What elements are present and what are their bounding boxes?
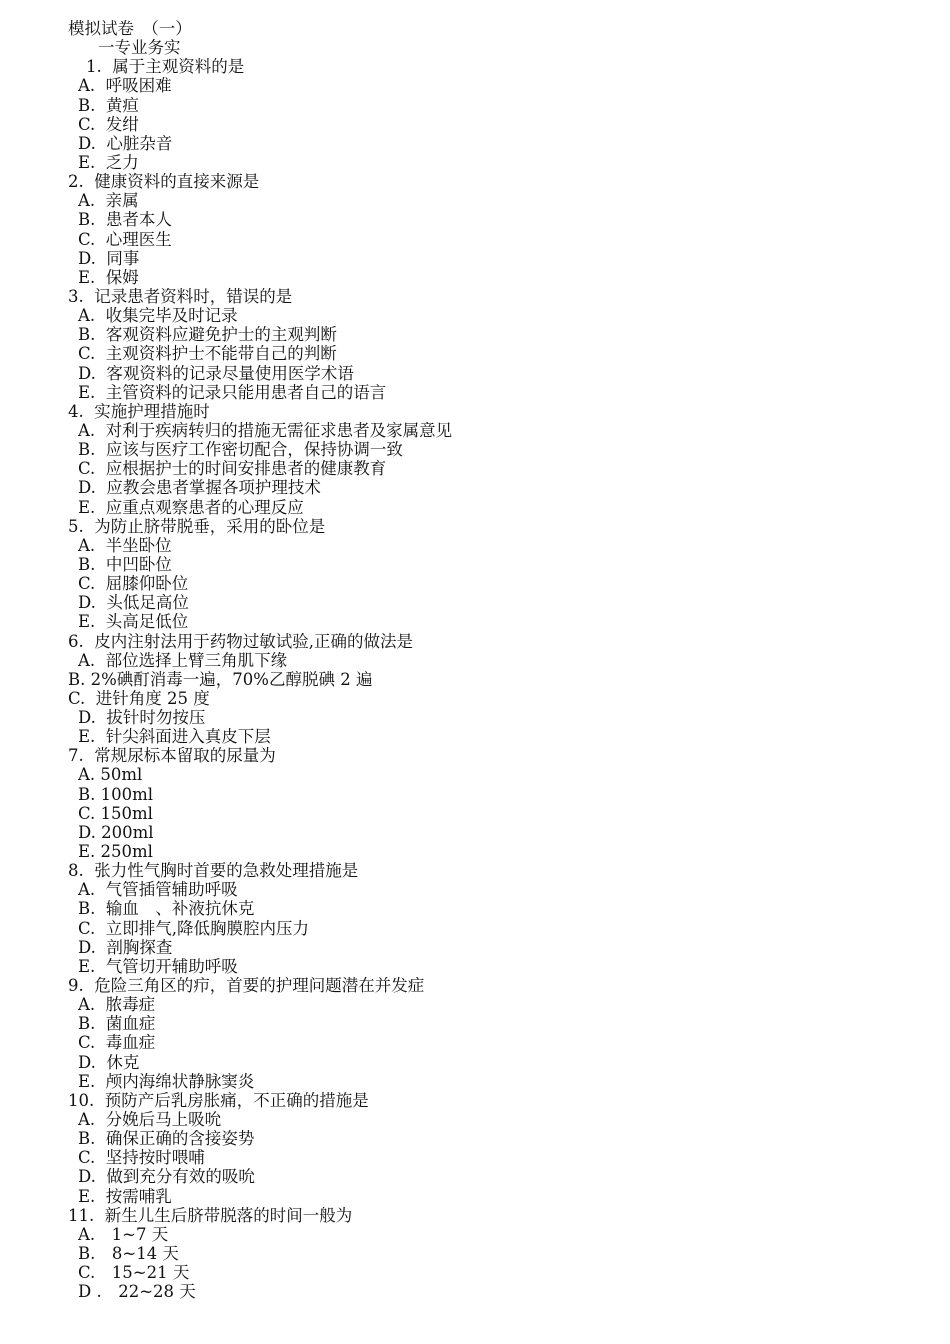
answer-option: D. 应教会患者掌握各项护理技术 [78, 478, 321, 498]
answer-option: A. 半坐卧位 [78, 535, 172, 555]
answer-option: E. 针尖斜面进入真皮下层 [78, 727, 271, 747]
answer-option: C. 坚持按时喂哺 [78, 1148, 205, 1168]
answer-option: A. 部位选择上臂三角肌下缘 [78, 650, 288, 670]
answer-option: C. 屈膝仰卧位 [78, 574, 189, 594]
answer-option: C. 主观资料护士不能带自己的判断 [78, 344, 337, 364]
answer-option: C. 15~21 天 [78, 1263, 190, 1283]
answer-option: A. 50ml [78, 765, 143, 785]
answer-option: B. 输血 、补液抗休克 [78, 899, 255, 919]
question-stem: 8. 张力性气胸时首要的急救处理措施是 [68, 861, 359, 881]
answer-option: E. 头高足低位 [78, 612, 189, 632]
answer-option: A. 亲属 [78, 191, 139, 211]
answer-option: B. 菌血症 [78, 1014, 156, 1034]
answer-option: B. 应该与医疗工作密切配合，保持协调一致 [78, 440, 403, 460]
answer-option: D. 心脏杂音 [78, 133, 173, 153]
exam-title: 模拟试卷 （一） [68, 19, 192, 38]
answer-option: D. 做到充分有效的吸吮 [78, 1167, 255, 1187]
answer-option: E. 应重点观察患者的心理反应 [78, 497, 304, 517]
answer-option: D. 拔针时勿按压 [78, 708, 206, 728]
question-stem: 4. 实施护理措施时 [68, 401, 210, 421]
answer-option: E. 颅内海绵状静脉窦炎 [78, 1071, 255, 1091]
answer-option: D. 剖胸探查 [78, 937, 173, 957]
answer-option: E. 按需哺乳 [78, 1186, 172, 1206]
answer-option: E. 乏力 [78, 152, 139, 172]
answer-option: E. 主管资料的记录只能用患者自己的语言 [78, 382, 387, 402]
answer-option: D. 200ml [78, 822, 154, 842]
question-stem: 9. 危险三角区的疖，首要的护理问题潜在并发症 [68, 976, 425, 996]
section-heading: 一专业务实 [98, 38, 181, 58]
answer-option: B. 100ml [78, 784, 154, 804]
answer-option: D. 头低足高位 [78, 593, 189, 613]
answer-option: B. 黄疸 [78, 95, 139, 115]
question-stem: 1. 属于主观资料的是 [86, 57, 245, 77]
answer-option: B. 中凹卧位 [78, 554, 172, 574]
answer-option: B. 确保正确的含接姿势 [78, 1129, 255, 1149]
answer-option: B. 客观资料应避免护士的主观判断 [78, 325, 337, 345]
exam-document [68, 19, 928, 1301]
answer-option: C. 立即排气,降低胸膜腔内压力 [78, 918, 310, 938]
answer-option: C. 心理医生 [78, 229, 172, 249]
answer-option: D. 同事 [78, 248, 140, 268]
question-stem: 7. 常规尿标本留取的尿量为 [68, 746, 276, 766]
answer-option: C. 毒血症 [78, 1033, 156, 1053]
answer-option: D . 22~28 天 [78, 1282, 196, 1302]
answer-option: C. 进针角度 25 度 [68, 688, 210, 708]
answer-option: D. 休克 [78, 1052, 140, 1072]
answer-option: C. 发绀 [78, 114, 139, 134]
answer-option: B. 患者本人 [78, 210, 172, 230]
question-stem: 10. 预防产后乳房胀痛，不正确的措施是 [68, 1090, 369, 1110]
answer-option: A. 气管插管辅助呼吸 [78, 880, 238, 900]
answer-option: B. 8~14 天 [78, 1244, 179, 1263]
answer-option: A. 对利于疾病转归的措施无需征求患者及家属意见 [78, 420, 453, 440]
answer-option: C. 应根据护士的时间安排患者的健康教育 [78, 459, 387, 479]
answer-option: A. 分娩后马上吸吮 [78, 1110, 222, 1130]
answer-option: A. 脓毒症 [78, 995, 156, 1015]
answer-option: A. 呼吸困难 [78, 76, 172, 96]
answer-option: E. 保姆 [78, 267, 139, 287]
question-stem: 3. 记录患者资料时，错误的是 [68, 286, 293, 306]
answer-option: C. 150ml [78, 803, 153, 823]
answer-option: E. 气管切开辅助呼吸 [78, 956, 238, 976]
question-stem: 11. 新生儿生后脐带脱落的时间一般为 [68, 1205, 353, 1225]
answer-option: A. 收集完毕及时记录 [78, 306, 238, 326]
question-stem: 5. 为防止脐带脱垂，采用的卧位是 [68, 516, 326, 536]
question-stem: 6. 皮内注射法用于药物过敏试验,正确的做法是 [68, 631, 413, 651]
question-list [68, 57, 928, 1301]
question-stem: 2. 健康资料的直接来源是 [68, 172, 260, 192]
answer-option: D. 客观资料的记录尽量使用医学术语 [78, 363, 354, 383]
answer-option: E. 250ml [78, 842, 153, 862]
answer-option: B. 2%碘酊消毒一遍，70%乙醇脱碘 2 遍 [68, 669, 373, 689]
answer-option: A. 1~7 天 [78, 1224, 169, 1244]
